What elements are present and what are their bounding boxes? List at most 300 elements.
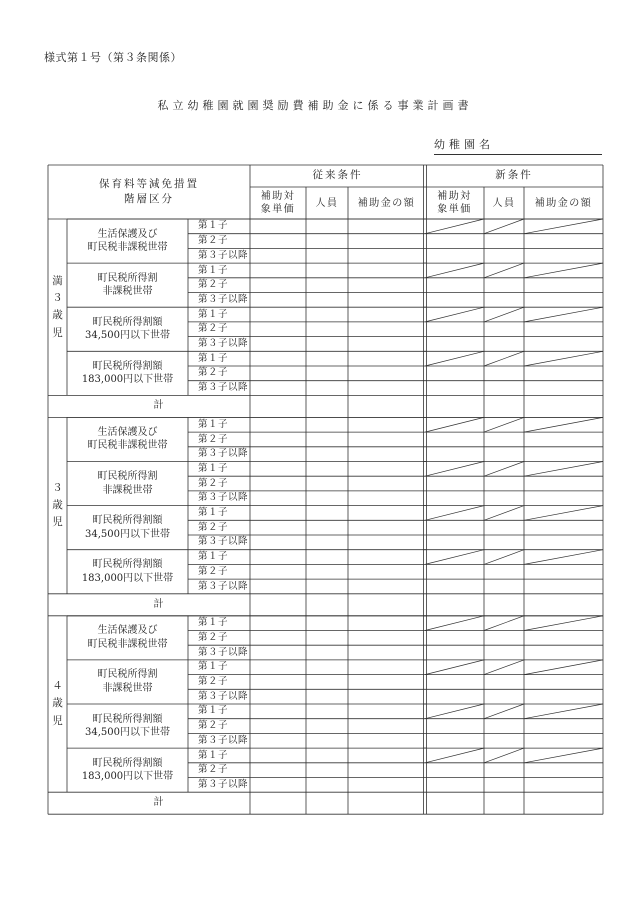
header-old-unit-price: 補助対 象単価 [260,191,296,215]
input-cell[interactable] [348,248,425,263]
input-cell[interactable] [306,579,348,594]
category-label: 町民税所得割額 183,000円以下世帯 [81,757,174,783]
input-cell[interactable] [425,322,484,337]
child-order-label: 第３子以降 [198,536,249,548]
input-cell[interactable] [250,491,306,506]
input-cell[interactable] [306,506,348,521]
input-cell[interactable] [484,719,524,734]
input-cell[interactable] [524,579,603,594]
diagonal-slash [484,660,524,675]
input-cell[interactable] [348,351,425,366]
input-cell[interactable] [306,278,348,293]
category-label: 町民税所得割額 183,000円以下世帯 [81,559,174,584]
input-cell[interactable] [425,564,484,579]
diagonal-slash [484,506,524,521]
child-order-label: 第３子以降 [198,690,249,702]
diagonal-slash [524,616,603,631]
input-cell[interactable] [250,778,306,793]
child-order-label: 第１子 [198,661,229,673]
diagonal-slash [484,462,524,477]
input-cell[interactable] [250,366,306,381]
diagonal-slash [425,307,484,322]
input-cell[interactable] [348,645,425,660]
input-cell[interactable] [348,432,425,447]
input-cell[interactable] [306,462,348,477]
input-cell[interactable] [484,733,524,748]
child-order-label: 第３子以降 [198,249,249,261]
diagonal-slash [484,351,524,366]
total-label: 計 [153,598,164,610]
input-cell[interactable] [348,417,425,432]
input-cell[interactable] [306,322,348,337]
document-title: 私立幼稚園就園奨励費補助金に係る事業計画書 [157,99,473,112]
diagonal-slash [524,704,603,719]
category-label: 町民税所得割額 183,000円以下世帯 [81,360,174,386]
input-cell[interactable] [306,535,348,550]
input-cell[interactable] [250,337,306,352]
input-cell[interactable] [524,248,603,263]
input-cell[interactable] [250,476,306,491]
header-new-persons: 人員 [492,197,516,209]
input-cell[interactable] [425,675,484,690]
input-cell[interactable] [306,263,348,278]
input-cell[interactable] [250,417,306,432]
input-cell[interactable] [484,564,524,579]
input-cell[interactable] [524,476,603,491]
input-cell[interactable] [306,564,348,579]
input-cell[interactable] [306,366,348,381]
total-input-cell[interactable] [348,594,425,616]
diagonal-slash [524,307,603,322]
input-cell[interactable] [425,491,484,506]
diagonal-slash [484,219,524,234]
input-cell[interactable] [425,733,484,748]
input-cell[interactable] [250,462,306,477]
input-cell[interactable] [348,337,425,352]
input-cell[interactable] [425,476,484,491]
diagonal-slash [484,417,524,432]
input-cell[interactable] [524,645,603,660]
input-cell[interactable] [348,535,425,550]
input-cell[interactable] [306,719,348,734]
input-cell[interactable] [524,366,603,381]
child-order-label: 第１子 [198,507,229,518]
diagonal-slash [484,748,524,763]
diagonal-slash [524,462,603,477]
diagonal-slash [425,263,484,278]
category-label: 町民税所得割額 34,500円以下世帯 [85,713,170,739]
input-cell[interactable] [348,778,425,793]
input-cell[interactable] [524,719,603,734]
total-input-cell[interactable] [484,792,524,814]
input-cell[interactable] [484,675,524,690]
input-cell[interactable] [348,322,425,337]
diagonal-slash [484,307,524,322]
child-order-label: 第２子 [198,279,229,291]
total-input-cell[interactable] [484,395,524,417]
input-cell[interactable] [250,660,306,675]
input-cell[interactable] [250,550,306,565]
child-order-label: 第１子 [198,308,229,320]
total-input-cell[interactable] [306,594,348,616]
total-input-cell[interactable] [348,792,425,814]
input-cell[interactable] [348,447,425,462]
input-cell[interactable] [348,564,425,579]
diagonal-slash [425,219,484,234]
input-cell[interactable] [484,366,524,381]
input-cell[interactable] [348,579,425,594]
input-cell[interactable] [250,733,306,748]
category-label: 生活保護及び 町民税非課税世帯 [87,426,168,452]
input-cell[interactable] [306,417,348,432]
input-cell[interactable] [425,645,484,660]
input-cell[interactable] [425,579,484,594]
input-cell[interactable] [484,520,524,535]
input-cell[interactable] [524,381,603,396]
total-input-cell[interactable] [306,395,348,417]
category-label: 町民税所得割額 34,500円以下世帯 [85,515,170,540]
input-cell[interactable] [250,689,306,704]
input-cell[interactable] [306,748,348,763]
input-cell[interactable] [306,631,348,646]
input-cell[interactable] [484,234,524,249]
total-input-cell[interactable] [524,594,603,616]
input-cell[interactable] [425,631,484,646]
school-name-label: 幼稚園名 [434,138,494,151]
input-cell[interactable] [524,675,603,690]
header-new-unit-price: 補助対 象単価 [437,191,472,215]
input-cell[interactable] [524,733,603,748]
input-cell[interactable] [425,248,484,263]
input-cell[interactable] [306,550,348,565]
input-cell[interactable] [524,778,603,793]
input-cell[interactable] [250,248,306,263]
diagonal-slash [524,550,603,565]
child-order-label: 第２子 [198,367,229,379]
input-cell[interactable] [306,763,348,778]
child-order-label: 第１子 [198,617,229,629]
input-cell[interactable] [348,748,425,763]
input-cell[interactable] [250,564,306,579]
diagonal-slash [524,748,603,763]
total-input-cell[interactable] [524,395,603,417]
input-cell[interactable] [250,763,306,778]
input-cell[interactable] [348,520,425,535]
input-cell[interactable] [524,689,603,704]
input-cell[interactable] [484,491,524,506]
input-cell[interactable] [484,381,524,396]
input-cell[interactable] [250,381,306,396]
header-old-amount: 補助金の額 [357,197,416,209]
input-cell[interactable] [250,219,306,234]
input-cell[interactable] [484,322,524,337]
input-cell[interactable] [484,278,524,293]
input-cell[interactable] [348,675,425,690]
input-cell[interactable] [306,447,348,462]
total-input-cell[interactable] [250,395,306,417]
input-cell[interactable] [348,616,425,631]
input-cell[interactable] [250,263,306,278]
input-cell[interactable] [524,322,603,337]
category-label: 町民税所得割 非課税世帯 [97,471,158,496]
input-cell[interactable] [306,307,348,322]
diagonal-slash [524,660,603,675]
input-cell[interactable] [348,689,425,704]
total-input-cell[interactable] [348,395,425,417]
input-cell[interactable] [306,219,348,234]
input-cell[interactable] [306,476,348,491]
input-cell[interactable] [348,462,425,477]
input-cell[interactable] [484,337,524,352]
input-cell[interactable] [250,520,306,535]
input-cell[interactable] [250,278,306,293]
input-cell[interactable] [348,381,425,396]
child-order-label: 第１子 [198,352,229,364]
input-cell[interactable] [524,491,603,506]
input-cell[interactable] [250,351,306,366]
child-order-label: 第２子 [198,323,229,335]
child-order-label: 第３子以降 [198,448,249,460]
child-order-label: 第２子 [198,631,229,643]
child-order-label: 第３子以降 [198,580,249,592]
child-order-label: 第１子 [198,462,229,474]
input-cell[interactable] [306,616,348,631]
input-cell[interactable] [524,293,603,308]
input-cell[interactable] [250,675,306,690]
diagonal-slash [524,263,603,278]
input-cell[interactable] [250,579,306,594]
input-cell[interactable] [348,704,425,719]
input-cell[interactable] [484,631,524,646]
total-label: 計 [153,796,164,808]
input-cell[interactable] [306,660,348,675]
input-cell[interactable] [348,366,425,381]
total-input-cell[interactable] [306,792,348,814]
input-cell[interactable] [484,689,524,704]
category-label: 生活保護及び 町民税非課税世帯 [87,228,168,254]
age-group-label: ３ 歳 児 [52,481,63,529]
input-cell[interactable] [306,645,348,660]
input-cell[interactable] [306,432,348,447]
diagonal-slash [524,219,603,234]
child-order-label: 第２子 [198,720,229,732]
diagonal-slash [524,506,603,521]
input-cell[interactable] [348,307,425,322]
total-input-cell[interactable] [250,594,306,616]
diagonal-slash [425,748,484,763]
input-cell[interactable] [524,520,603,535]
child-order-label: 第２子 [198,433,229,445]
age-group-label: ４ 歳 児 [52,680,63,727]
input-cell[interactable] [524,631,603,646]
input-cell[interactable] [425,337,484,352]
input-cell[interactable] [524,278,603,293]
input-cell[interactable] [306,351,348,366]
input-cell[interactable] [348,550,425,565]
input-cell[interactable] [524,763,603,778]
category-label: 町民税所得割 非課税世帯 [97,669,158,694]
diagonal-slash [484,550,524,565]
total-input-cell[interactable] [524,792,603,814]
child-order-label: 第２子 [198,676,229,687]
age-group-label: 満 ３ 歳 児 [52,274,63,339]
input-cell[interactable] [425,535,484,550]
input-cell[interactable] [306,733,348,748]
input-cell[interactable] [425,778,484,793]
header-category: 保育料等減免措置 階層区分 [99,177,199,205]
input-cell[interactable] [348,719,425,734]
input-cell[interactable] [250,234,306,249]
input-cell[interactable] [250,432,306,447]
input-cell[interactable] [484,763,524,778]
input-cell[interactable] [425,520,484,535]
diagonal-slash [425,462,484,477]
input-cell[interactable] [348,631,425,646]
header-new-conditions: 新条件 [495,169,533,182]
total-input-cell[interactable] [250,792,306,814]
total-input-cell[interactable] [484,594,524,616]
input-cell[interactable] [250,322,306,337]
diagonal-slash [524,351,603,366]
total-input-cell[interactable] [425,792,484,814]
input-cell[interactable] [524,447,603,462]
diagonal-slash [425,506,484,521]
input-cell[interactable] [425,763,484,778]
form-number: 様式第１号（第３条関係） [44,51,182,64]
diagonal-slash [425,616,484,631]
diagonal-slash [425,660,484,675]
input-cell[interactable] [484,447,524,462]
input-cell[interactable] [250,719,306,734]
input-cell[interactable] [484,579,524,594]
input-cell[interactable] [484,432,524,447]
input-cell[interactable] [250,631,306,646]
header-new-amount: 補助金の額 [534,197,593,209]
input-cell[interactable] [425,432,484,447]
child-order-label: 第３子以降 [198,734,249,746]
input-cell[interactable] [348,491,425,506]
child-order-label: 第２子 [198,477,229,489]
input-cell[interactable] [425,447,484,462]
input-cell[interactable] [484,476,524,491]
input-cell[interactable] [425,381,484,396]
input-cell[interactable] [348,263,425,278]
input-cell[interactable] [425,234,484,249]
child-order-label: 第２子 [198,565,229,577]
input-cell[interactable] [484,248,524,263]
input-cell[interactable] [484,535,524,550]
diagonal-slash [425,417,484,432]
child-order-label: 第１子 [198,264,229,276]
child-order-label: 第１子 [198,705,229,717]
input-cell[interactable] [250,704,306,719]
input-cell[interactable] [348,733,425,748]
input-cell[interactable] [306,491,348,506]
input-cell[interactable] [306,381,348,396]
input-cell[interactable] [306,689,348,704]
input-cell[interactable] [348,476,425,491]
header-old-persons: 人員 [315,197,339,209]
input-cell[interactable] [306,675,348,690]
diagonal-slash [524,417,603,432]
input-cell[interactable] [250,748,306,763]
child-order-label: 第２子 [198,235,229,247]
total-input-cell[interactable] [425,395,484,417]
input-cell[interactable] [306,337,348,352]
input-cell[interactable] [306,248,348,263]
input-cell[interactable] [250,506,306,521]
input-cell[interactable] [348,763,425,778]
input-cell[interactable] [425,719,484,734]
input-cell[interactable] [306,293,348,308]
input-cell[interactable] [250,307,306,322]
input-cell[interactable] [425,366,484,381]
input-cell[interactable] [484,293,524,308]
input-cell[interactable] [348,234,425,249]
child-order-label: 第３子以降 [198,293,249,305]
category-label: 町民税所得割 非課税世帯 [97,272,158,298]
input-cell[interactable] [348,660,425,675]
child-order-label: 第１子 [198,418,229,430]
input-cell[interactable] [306,520,348,535]
input-cell[interactable] [348,506,425,521]
input-cell[interactable] [524,564,603,579]
input-cell[interactable] [524,337,603,352]
header-old-conditions: 従来条件 [312,169,363,182]
total-label: 計 [153,400,164,412]
input-cell[interactable] [348,293,425,308]
input-cell[interactable] [484,645,524,660]
child-order-label: 第１子 [198,551,229,563]
child-order-label: 第３子以降 [198,646,249,658]
input-cell[interactable] [250,645,306,660]
category-label: 生活保護及び 町民税非課税世帯 [87,625,168,650]
input-cell[interactable] [306,778,348,793]
diagonal-slash [484,616,524,631]
input-cell[interactable] [306,234,348,249]
total-input-cell[interactable] [425,594,484,616]
child-order-label: 第２子 [198,521,229,533]
input-cell[interactable] [250,293,306,308]
input-cell[interactable] [524,535,603,550]
diagonal-slash [484,704,524,719]
input-cell[interactable] [250,535,306,550]
input-cell[interactable] [484,778,524,793]
input-cell[interactable] [250,616,306,631]
child-order-label: 第３子以降 [198,778,249,790]
child-order-label: 第１子 [198,220,229,232]
input-cell[interactable] [348,219,425,234]
child-order-label: 第３子以降 [198,382,249,394]
input-cell[interactable] [524,234,603,249]
input-cell[interactable] [250,447,306,462]
input-cell[interactable] [425,293,484,308]
input-cell[interactable] [524,432,603,447]
input-cell[interactable] [306,704,348,719]
diagonal-slash [425,351,484,366]
child-order-label: 第１子 [198,749,229,761]
input-cell[interactable] [348,278,425,293]
category-label: 町民税所得割額 34,500円以下世帯 [85,316,170,342]
child-order-label: 第３子以降 [198,492,249,504]
input-cell[interactable] [425,278,484,293]
diagonal-slash [425,704,484,719]
child-order-label: 第３子以降 [198,338,249,349]
diagonal-slash [425,550,484,565]
input-cell[interactable] [425,689,484,704]
child-order-label: 第２子 [198,764,229,776]
diagonal-slash [484,263,524,278]
